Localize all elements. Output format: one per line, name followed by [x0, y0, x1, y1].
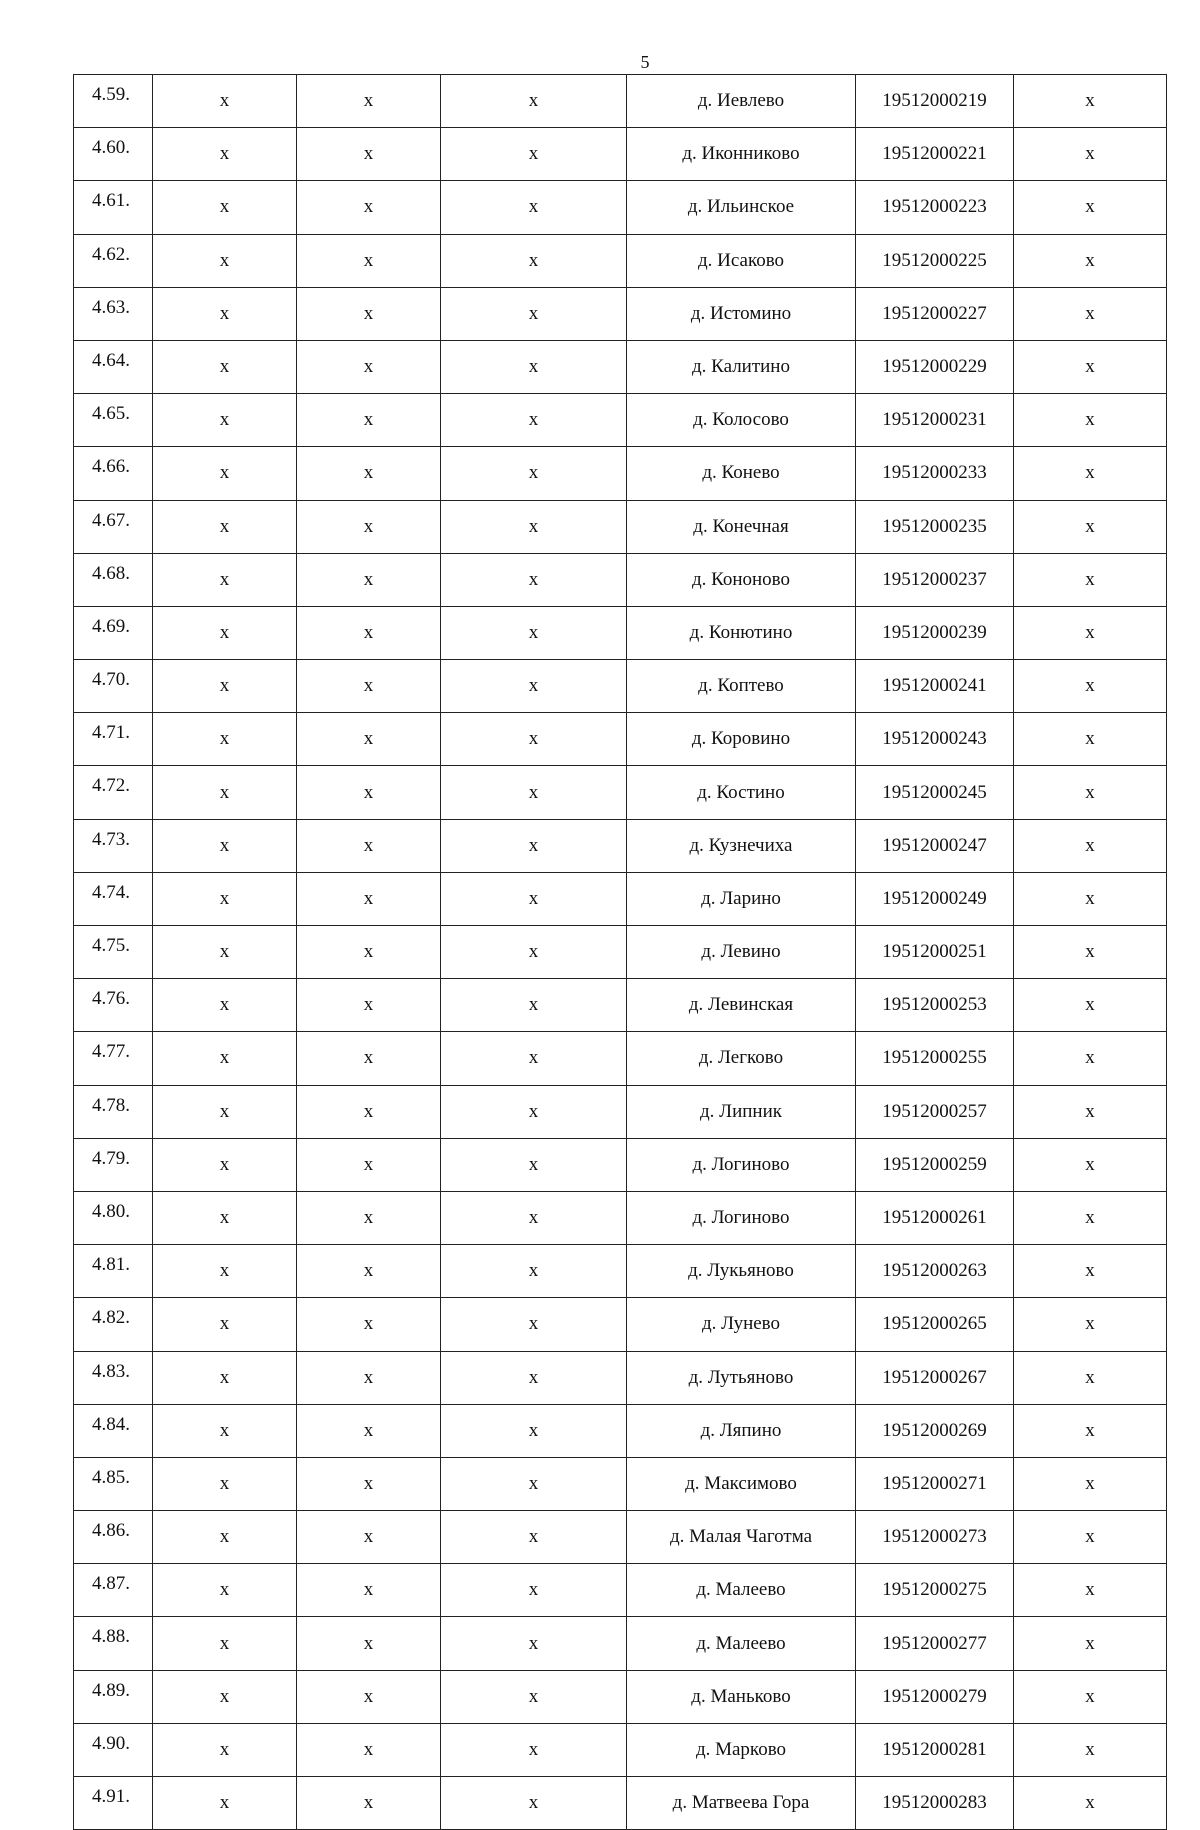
column-4-cell: x — [441, 447, 627, 500]
row-number-cell: 4.78. — [74, 1085, 153, 1138]
column-7-cell: x — [1014, 1670, 1167, 1723]
column-7-cell: x — [1014, 979, 1167, 1032]
table-row — [74, 872, 1167, 925]
column-2-cell: x — [153, 75, 297, 128]
column-7-cell: x — [1014, 1457, 1167, 1510]
column-3-cell: x — [297, 340, 441, 393]
column-4-cell: x — [441, 553, 627, 606]
settlement-name-cell: д. Иконниково — [627, 128, 856, 181]
column-2-cell: x — [153, 660, 297, 713]
table-row — [74, 75, 1167, 128]
row-number-cell: 4.77. — [74, 1032, 153, 1085]
registry-table — [73, 74, 1167, 1830]
column-3-cell: x — [297, 1032, 441, 1085]
column-3-cell: x — [297, 1723, 441, 1776]
column-2-cell: x — [153, 819, 297, 872]
settlement-name-cell: д. Ляпино — [627, 1404, 856, 1457]
oktmo-code-cell: 19512000273 — [856, 1511, 1014, 1564]
oktmo-code-cell: 19512000257 — [856, 1085, 1014, 1138]
column-3-cell: x — [297, 1670, 441, 1723]
column-2-cell: x — [153, 872, 297, 925]
column-3-cell: x — [297, 1564, 441, 1617]
column-7-cell: x — [1014, 713, 1167, 766]
column-3-cell: x — [297, 287, 441, 340]
row-number-cell: 4.83. — [74, 1351, 153, 1404]
column-4-cell: x — [441, 1245, 627, 1298]
table-row — [74, 660, 1167, 713]
column-2-cell: x — [153, 1457, 297, 1510]
table-row — [74, 1191, 1167, 1244]
column-4-cell: x — [441, 1032, 627, 1085]
settlement-name-cell: д. Максимово — [627, 1457, 856, 1510]
table-row — [74, 287, 1167, 340]
column-7-cell: x — [1014, 500, 1167, 553]
row-number-cell: 4.89. — [74, 1670, 153, 1723]
column-4-cell: x — [441, 1191, 627, 1244]
row-number-cell: 4.62. — [74, 234, 153, 287]
oktmo-code-cell: 19512000277 — [856, 1617, 1014, 1670]
row-number-cell: 4.69. — [74, 606, 153, 659]
oktmo-code-cell: 19512000237 — [856, 553, 1014, 606]
settlement-name-cell: д. Лукьяново — [627, 1245, 856, 1298]
column-4-cell: x — [441, 660, 627, 713]
settlement-name-cell: д. Левино — [627, 926, 856, 979]
settlement-name-cell: д. Левинская — [627, 979, 856, 1032]
column-2-cell: x — [153, 1617, 297, 1670]
table-row — [74, 394, 1167, 447]
row-number-cell: 4.64. — [74, 340, 153, 393]
column-4-cell: x — [441, 1723, 627, 1776]
column-3-cell: x — [297, 1138, 441, 1191]
column-3-cell: x — [297, 766, 441, 819]
oktmo-code-cell: 19512000251 — [856, 926, 1014, 979]
column-2-cell: x — [153, 394, 297, 447]
column-7-cell: x — [1014, 340, 1167, 393]
row-number-cell: 4.79. — [74, 1138, 153, 1191]
oktmo-code-cell: 19512000281 — [856, 1723, 1014, 1776]
row-number-cell: 4.63. — [74, 287, 153, 340]
row-number-cell: 4.84. — [74, 1404, 153, 1457]
table-row — [74, 606, 1167, 659]
column-3-cell: x — [297, 1777, 441, 1830]
settlement-name-cell: д. Марково — [627, 1723, 856, 1776]
column-4-cell: x — [441, 606, 627, 659]
oktmo-code-cell: 19512000219 — [856, 75, 1014, 128]
column-2-cell: x — [153, 447, 297, 500]
column-3-cell: x — [297, 1404, 441, 1457]
settlement-name-cell: д. Исаково — [627, 234, 856, 287]
oktmo-code-cell: 19512000249 — [856, 872, 1014, 925]
settlement-name-cell: д. Малая Чаготма — [627, 1511, 856, 1564]
column-3-cell: x — [297, 819, 441, 872]
row-number-cell: 4.73. — [74, 819, 153, 872]
table-row — [74, 553, 1167, 606]
settlement-name-cell: д. Кузнечиха — [627, 819, 856, 872]
oktmo-code-cell: 19512000275 — [856, 1564, 1014, 1617]
table-row — [74, 766, 1167, 819]
settlement-name-cell: д. Колосово — [627, 394, 856, 447]
settlement-name-cell: д. Конечная — [627, 500, 856, 553]
table-row — [74, 1298, 1167, 1351]
column-2-cell: x — [153, 713, 297, 766]
row-number-cell: 4.71. — [74, 713, 153, 766]
column-4-cell: x — [441, 926, 627, 979]
column-7-cell: x — [1014, 75, 1167, 128]
oktmo-code-cell: 19512000255 — [856, 1032, 1014, 1085]
column-3-cell: x — [297, 181, 441, 234]
column-2-cell: x — [153, 1138, 297, 1191]
settlement-name-cell: д. Малеево — [627, 1564, 856, 1617]
table-row — [74, 1404, 1167, 1457]
settlement-name-cell: д. Легково — [627, 1032, 856, 1085]
column-4-cell: x — [441, 1298, 627, 1351]
row-number-cell: 4.74. — [74, 872, 153, 925]
oktmo-code-cell: 19512000231 — [856, 394, 1014, 447]
column-2-cell: x — [153, 1351, 297, 1404]
row-number-cell: 4.82. — [74, 1298, 153, 1351]
column-7-cell: x — [1014, 1032, 1167, 1085]
column-3-cell: x — [297, 1511, 441, 1564]
column-2-cell: x — [153, 340, 297, 393]
column-2-cell: x — [153, 1032, 297, 1085]
row-number-cell: 4.70. — [74, 660, 153, 713]
column-4-cell: x — [441, 872, 627, 925]
column-7-cell: x — [1014, 660, 1167, 713]
settlement-name-cell: д. Лутьяново — [627, 1351, 856, 1404]
column-7-cell: x — [1014, 1138, 1167, 1191]
column-7-cell: x — [1014, 1085, 1167, 1138]
column-7-cell: x — [1014, 553, 1167, 606]
column-2-cell: x — [153, 1191, 297, 1244]
column-7-cell: x — [1014, 1298, 1167, 1351]
column-4-cell: x — [441, 979, 627, 1032]
row-number-cell: 4.76. — [74, 979, 153, 1032]
column-4-cell: x — [441, 1670, 627, 1723]
column-4-cell: x — [441, 766, 627, 819]
settlement-name-cell: д. Конево — [627, 447, 856, 500]
oktmo-code-cell: 19512000247 — [856, 819, 1014, 872]
oktmo-code-cell: 19512000283 — [856, 1777, 1014, 1830]
table-row — [74, 819, 1167, 872]
column-3-cell: x — [297, 1298, 441, 1351]
column-2-cell: x — [153, 926, 297, 979]
column-2-cell: x — [153, 1564, 297, 1617]
table-row — [74, 1138, 1167, 1191]
column-4-cell: x — [441, 1564, 627, 1617]
table-row — [74, 1085, 1167, 1138]
oktmo-code-cell: 19512000271 — [856, 1457, 1014, 1510]
column-7-cell: x — [1014, 606, 1167, 659]
row-number-cell: 4.81. — [74, 1245, 153, 1298]
row-number-cell: 4.60. — [74, 128, 153, 181]
settlement-name-cell: д. Малеево — [627, 1617, 856, 1670]
column-4-cell: x — [441, 819, 627, 872]
settlement-name-cell: д. Ларино — [627, 872, 856, 925]
column-4-cell: x — [441, 1511, 627, 1564]
settlement-name-cell: д. Иевлево — [627, 75, 856, 128]
oktmo-code-cell: 19512000279 — [856, 1670, 1014, 1723]
column-2-cell: x — [153, 979, 297, 1032]
column-7-cell: x — [1014, 1723, 1167, 1776]
column-4-cell: x — [441, 1457, 627, 1510]
settlement-name-cell: д. Логиново — [627, 1138, 856, 1191]
column-7-cell: x — [1014, 766, 1167, 819]
row-number-cell: 4.68. — [74, 553, 153, 606]
row-number-cell: 4.87. — [74, 1564, 153, 1617]
oktmo-code-cell: 19512000263 — [856, 1245, 1014, 1298]
oktmo-code-cell: 19512000235 — [856, 500, 1014, 553]
oktmo-code-cell: 19512000239 — [856, 606, 1014, 659]
column-2-cell: x — [153, 287, 297, 340]
settlement-name-cell: д. Калитино — [627, 340, 856, 393]
column-7-cell: x — [1014, 128, 1167, 181]
oktmo-code-cell: 19512000261 — [856, 1191, 1014, 1244]
row-number-cell: 4.66. — [74, 447, 153, 500]
table-row — [74, 128, 1167, 181]
column-3-cell: x — [297, 128, 441, 181]
column-3-cell: x — [297, 1191, 441, 1244]
column-7-cell: x — [1014, 872, 1167, 925]
column-7-cell: x — [1014, 819, 1167, 872]
settlement-name-cell: д. Истомино — [627, 287, 856, 340]
column-2-cell: x — [153, 234, 297, 287]
column-4-cell: x — [441, 287, 627, 340]
oktmo-code-cell: 19512000243 — [856, 713, 1014, 766]
column-3-cell: x — [297, 1245, 441, 1298]
oktmo-code-cell: 19512000259 — [856, 1138, 1014, 1191]
settlement-name-cell: д. Коровино — [627, 713, 856, 766]
column-3-cell: x — [297, 1457, 441, 1510]
column-7-cell: x — [1014, 234, 1167, 287]
column-2-cell: x — [153, 128, 297, 181]
table-row — [74, 1777, 1167, 1830]
column-7-cell: x — [1014, 1777, 1167, 1830]
column-7-cell: x — [1014, 1404, 1167, 1457]
column-4-cell: x — [441, 128, 627, 181]
column-4-cell: x — [441, 181, 627, 234]
oktmo-code-cell: 19512000223 — [856, 181, 1014, 234]
column-3-cell: x — [297, 553, 441, 606]
column-3-cell: x — [297, 660, 441, 713]
settlement-name-cell: д. Логиново — [627, 1191, 856, 1244]
column-3-cell: x — [297, 75, 441, 128]
row-number-cell: 4.85. — [74, 1457, 153, 1510]
column-7-cell: x — [1014, 181, 1167, 234]
table-row — [74, 1617, 1167, 1670]
row-number-cell: 4.88. — [74, 1617, 153, 1670]
column-4-cell: x — [441, 75, 627, 128]
column-4-cell: x — [441, 394, 627, 447]
oktmo-code-cell: 19512000267 — [856, 1351, 1014, 1404]
column-2-cell: x — [153, 1298, 297, 1351]
oktmo-code-cell: 19512000221 — [856, 128, 1014, 181]
column-2-cell: x — [153, 1404, 297, 1457]
column-3-cell: x — [297, 872, 441, 925]
column-2-cell: x — [153, 181, 297, 234]
table-row — [74, 234, 1167, 287]
settlement-name-cell: д. Маньково — [627, 1670, 856, 1723]
column-7-cell: x — [1014, 1245, 1167, 1298]
table-row — [74, 1457, 1167, 1510]
column-3-cell: x — [297, 713, 441, 766]
column-4-cell: x — [441, 1777, 627, 1830]
column-2-cell: x — [153, 1723, 297, 1776]
column-7-cell: x — [1014, 447, 1167, 500]
row-number-cell: 4.67. — [74, 500, 153, 553]
row-number-cell: 4.80. — [74, 1191, 153, 1244]
column-3-cell: x — [297, 394, 441, 447]
column-2-cell: x — [153, 1085, 297, 1138]
column-3-cell: x — [297, 1351, 441, 1404]
row-number-cell: 4.75. — [74, 926, 153, 979]
table-row — [74, 926, 1167, 979]
column-4-cell: x — [441, 713, 627, 766]
column-3-cell: x — [297, 1085, 441, 1138]
column-7-cell: x — [1014, 1617, 1167, 1670]
column-3-cell: x — [297, 500, 441, 553]
table-row — [74, 447, 1167, 500]
column-2-cell: x — [153, 766, 297, 819]
column-2-cell: x — [153, 1670, 297, 1723]
column-3-cell: x — [297, 979, 441, 1032]
column-2-cell: x — [153, 1777, 297, 1830]
table-row — [74, 1032, 1167, 1085]
oktmo-code-cell: 19512000225 — [856, 234, 1014, 287]
column-7-cell: x — [1014, 394, 1167, 447]
oktmo-code-cell: 19512000241 — [856, 660, 1014, 713]
table-row — [74, 1564, 1167, 1617]
column-4-cell: x — [441, 1617, 627, 1670]
column-2-cell: x — [153, 553, 297, 606]
column-2-cell: x — [153, 500, 297, 553]
settlement-name-cell: д. Матвеева Гора — [627, 1777, 856, 1830]
column-7-cell: x — [1014, 1511, 1167, 1564]
oktmo-code-cell: 19512000233 — [856, 447, 1014, 500]
column-4-cell: x — [441, 1404, 627, 1457]
column-4-cell: x — [441, 340, 627, 393]
settlement-name-cell: д. Лунево — [627, 1298, 856, 1351]
column-3-cell: x — [297, 1617, 441, 1670]
column-7-cell: x — [1014, 1564, 1167, 1617]
column-7-cell: x — [1014, 926, 1167, 979]
settlement-name-cell: д. Липник — [627, 1085, 856, 1138]
table-row — [74, 979, 1167, 1032]
column-2-cell: x — [153, 1245, 297, 1298]
table-row — [74, 1351, 1167, 1404]
column-4-cell: x — [441, 500, 627, 553]
row-number-cell: 4.91. — [74, 1777, 153, 1830]
settlement-name-cell: д. Ильинское — [627, 181, 856, 234]
settlement-name-cell: д. Коптево — [627, 660, 856, 713]
column-4-cell: x — [441, 234, 627, 287]
table-row — [74, 340, 1167, 393]
page-number: 5 — [640, 52, 650, 72]
settlement-name-cell: д. Костино — [627, 766, 856, 819]
oktmo-code-cell: 19512000245 — [856, 766, 1014, 819]
oktmo-code-cell: 19512000253 — [856, 979, 1014, 1032]
column-3-cell: x — [297, 447, 441, 500]
column-4-cell: x — [441, 1085, 627, 1138]
row-number-cell: 4.65. — [74, 394, 153, 447]
row-number-cell: 4.59. — [74, 75, 153, 128]
column-2-cell: x — [153, 1511, 297, 1564]
oktmo-code-cell: 19512000229 — [856, 340, 1014, 393]
column-4-cell: x — [441, 1351, 627, 1404]
column-7-cell: x — [1014, 1351, 1167, 1404]
column-7-cell: x — [1014, 1191, 1167, 1244]
column-2-cell: x — [153, 606, 297, 659]
registry-table-body — [74, 75, 1167, 1830]
oktmo-code-cell: 19512000265 — [856, 1298, 1014, 1351]
table-row — [74, 500, 1167, 553]
row-number-cell: 4.90. — [74, 1723, 153, 1776]
column-3-cell: x — [297, 234, 441, 287]
column-3-cell: x — [297, 926, 441, 979]
row-number-cell: 4.61. — [74, 181, 153, 234]
oktmo-code-cell: 19512000269 — [856, 1404, 1014, 1457]
row-number-cell: 4.72. — [74, 766, 153, 819]
table-row — [74, 1245, 1167, 1298]
table-row — [74, 1511, 1167, 1564]
row-number-cell: 4.86. — [74, 1511, 153, 1564]
table-row — [74, 713, 1167, 766]
column-3-cell: x — [297, 606, 441, 659]
settlement-name-cell: д. Кононово — [627, 553, 856, 606]
settlement-name-cell: д. Конютино — [627, 606, 856, 659]
oktmo-code-cell: 19512000227 — [856, 287, 1014, 340]
table-row — [74, 181, 1167, 234]
column-7-cell: x — [1014, 287, 1167, 340]
table-row — [74, 1723, 1167, 1776]
column-4-cell: x — [441, 1138, 627, 1191]
